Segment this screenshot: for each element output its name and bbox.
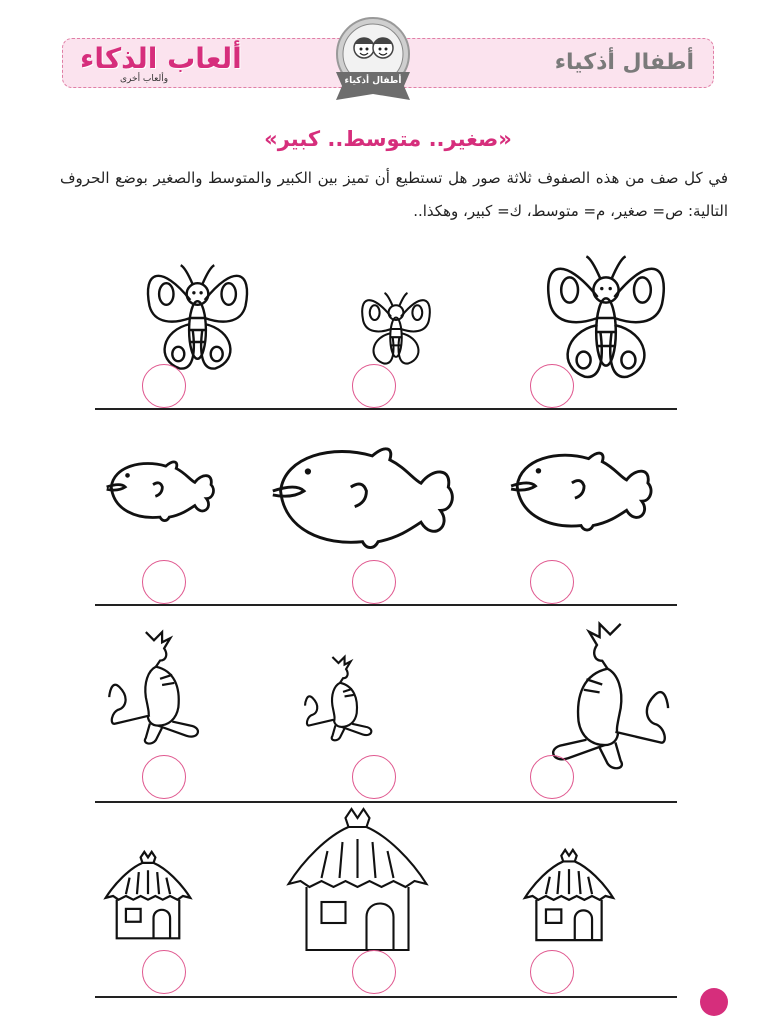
answer-circle[interactable] xyxy=(142,364,186,408)
worksheet-instructions: في كل صف من هذه الصفوف ثلاثة صور هل تستطيع أن تميز بين الكبير والمتوسط والصغير بوضع الحروف التالية: ص= صغير، م= متوسط، ك= كبير، وهكذا.. xyxy=(60,169,728,220)
answer-circle[interactable] xyxy=(352,560,396,604)
header-title: أطفال أذكياء xyxy=(554,50,694,75)
answer-circle[interactable] xyxy=(530,950,574,994)
row-divider xyxy=(95,996,677,998)
answer-circle[interactable] xyxy=(142,950,186,994)
kangaroo-icon xyxy=(104,626,208,748)
logo xyxy=(80,44,310,84)
kangaroo-icon xyxy=(540,616,675,774)
worksheet-title: «صغير.. متوسط.. كبير» xyxy=(264,127,512,151)
fish-icon xyxy=(265,432,460,550)
kangaroo-icon xyxy=(302,652,378,744)
answer-circle[interactable] xyxy=(530,560,574,604)
row-divider xyxy=(95,604,677,606)
kids-badge-icon xyxy=(328,14,418,104)
logo-sub-text: وألعاب أخرى xyxy=(120,74,169,84)
logo-main-text: ألعاب الذكاء xyxy=(80,42,242,75)
answer-circle[interactable] xyxy=(142,755,186,799)
page-corner-dot xyxy=(700,988,728,1016)
hut-icon xyxy=(520,848,618,944)
hut-icon xyxy=(270,806,445,956)
hut-icon xyxy=(102,850,194,942)
fish-icon xyxy=(505,440,657,532)
fish-icon xyxy=(102,452,218,522)
butterfly-icon xyxy=(350,288,442,370)
answer-circle[interactable] xyxy=(352,364,396,408)
badge-label: أطفال أذكياء xyxy=(344,76,402,86)
answer-circle[interactable] xyxy=(352,950,396,994)
answer-circle[interactable] xyxy=(530,755,574,799)
row-divider xyxy=(95,408,677,410)
answer-circle[interactable] xyxy=(352,755,396,799)
answer-circle[interactable] xyxy=(142,560,186,604)
answer-circle[interactable] xyxy=(530,364,574,408)
row-divider xyxy=(95,801,677,803)
butterfly-icon xyxy=(130,258,265,378)
